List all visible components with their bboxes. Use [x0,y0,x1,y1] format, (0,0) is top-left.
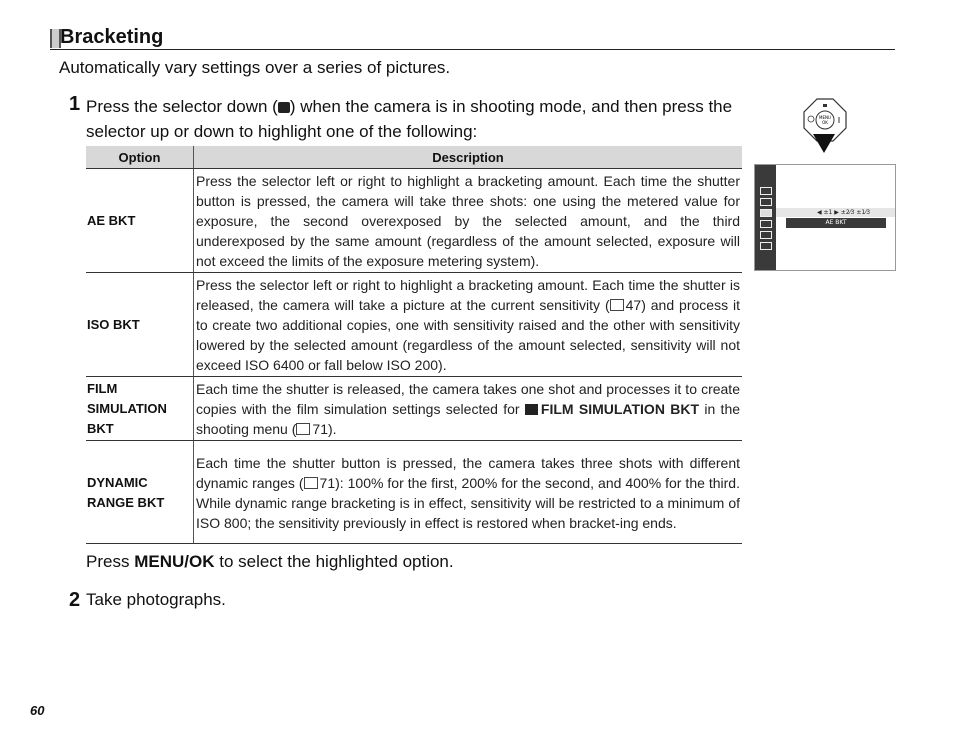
camera-icon [760,198,772,206]
menu-icon [760,220,772,228]
option-description: Press the selector left or right to highlight a bracketing amount. Each time the shutter button is pressed, the camera will take three shots: one using the metered value for exposure, the second overexposed by the selected amount, and the third underexposed by the same amount (regardless of the amount selected, exposure will not exceed the limits of the exposure metering system). [194,169,743,273]
table-row [86,441,742,544]
options-table [86,146,742,544]
step-1-text: Press the selector down ( ) when the camera is in shooting mode, and then press the selector up or down to highlight one of the following: [86,97,733,141]
option-name: ISO BKT [86,273,194,377]
svg-text:MENU: MENU [819,115,831,120]
book-reference-icon [610,299,624,311]
table-row [86,273,742,377]
down-arrow-icon [813,134,835,153]
bracketing-icon [760,209,772,217]
menu-icon [760,242,772,250]
screen-sidebar [755,165,776,270]
page-number: 60 [30,703,45,718]
option-name: FILM SIMULATION BKT [86,377,194,441]
bracketing-mode-icon [278,102,290,113]
menu-ok-label: MENU/OK [134,552,215,571]
table-row [86,169,742,273]
svg-text:OK: OK [822,120,828,125]
column-header-option: Option [86,146,194,169]
press-menu-ok-text: Press MENU/OK to select the highlighted option. [86,552,454,571]
book-reference-icon [296,423,310,435]
page-title: Bracketing [60,26,164,48]
menu-icon [760,231,772,239]
option-description: Each time the shutter is released, the camera takes one shot and processes it to create copies with the film simulation settings selected for FILM SIMULATION BKT in the shooting menu ( 71). [194,377,743,441]
step-2-text: Take photographs. [86,590,226,609]
intro-text: Automatically vary settings over a series of pictures. [59,58,451,77]
section-header [50,28,895,50]
table-row [86,377,742,441]
screen-bracket-values: ◀ ±1 ▶ ±2⁄3 ±1⁄3 [817,209,871,216]
option-description: Each time the shutter button is pressed, the camera takes three shots with different dynamic ranges ( 71): 100% for the first, 200% for the second, and 400% for the third. While dynamic range bracketing is in effect, sensitivity will be restricted to a minimum of ISO 800; the sensitivity previously in effect is restored when bracket-ing ends. [194,441,743,544]
column-header-description: Description [194,146,743,169]
step-2-number: 2 [69,589,81,611]
camera-icon [760,187,772,195]
screen-option-label: AE BKT [786,218,886,228]
step-1-number: 1 [69,93,81,115]
option-name: DYNAMIC RANGE BKT [86,441,194,544]
film-simulation-icon [525,404,538,415]
option-name: AE BKT [86,169,194,273]
option-description: Press the selector left or right to highlight a bracketing amount. Each time the shutter is released, the camera will take a picture at the current sensitivity ( 47) and process it to create two additional copies, one with sensitivity raised and the other with sensitivity lowered by the selected amount (regardless of the amount selected, sensitivity will not exceed ISO 6400 or fall below ISO 200). [194,273,743,377]
book-reference-icon [304,477,318,489]
camera-screen-illustration [754,164,896,271]
